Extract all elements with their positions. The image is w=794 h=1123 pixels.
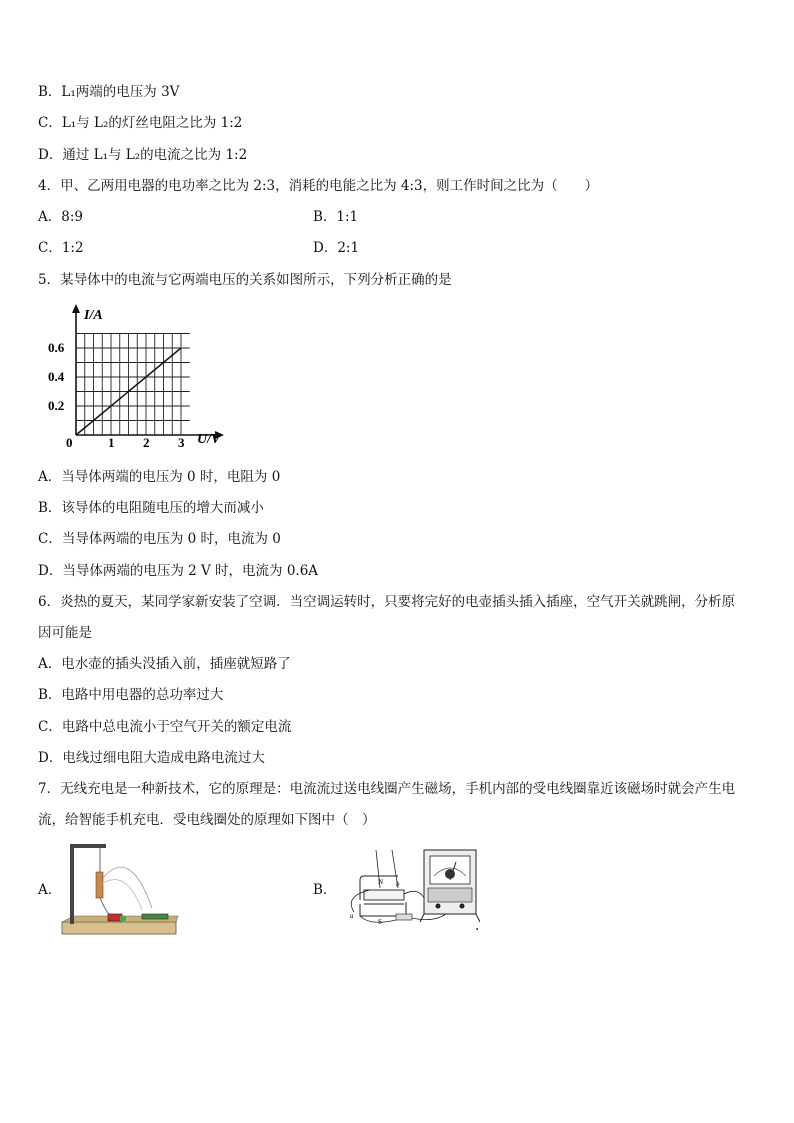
y-axis-label: I/A <box>84 308 103 323</box>
q5-option-c: C．当导体两端的电压为 0 时，电流为 0 <box>38 531 281 547</box>
q7-option-b-label: B． <box>313 882 337 898</box>
point-b-label: b <box>396 880 400 888</box>
q6-stem-line1: 6．炎热的夏天，某同学家新安装了空调．当空调运转时，只要将完好的电壶插头插入插座，空气开关就跳闸，分析原 <box>38 594 736 610</box>
q6-option-d: D．电线过细电阻大造成电路电流过大 <box>38 750 265 766</box>
q7-stem-line1: 7．无线充电是一种新技术，它的原理是：电流流过送电线圈产生磁场，手机内部的受电线圈靠近该磁场时就会产生电 <box>38 781 736 797</box>
q4-option-c: C．1:2 <box>38 240 84 256</box>
q6-option-c: C．电路中总电流小于空气开关的额定电流 <box>38 719 292 735</box>
x-tick-label: 3 <box>178 435 185 450</box>
x-axis-label: U/V <box>197 432 221 447</box>
q6-stem-line2: 因可能是 <box>38 625 92 641</box>
q4-stem: 4．甲、乙两用电器的电功率之比为 2:3，消耗的电能之比为 4:3，则工作时间之比为（ ） <box>38 178 599 194</box>
y-tick-label: 0.2 <box>48 398 65 413</box>
point-a-label: a <box>350 912 354 920</box>
q5-option-d: D．当导体两端的电压为 2 V 时，电流为 0.6A <box>38 563 319 579</box>
q6-option-a: A．电水壶的插头没插入前，插座就短路了 <box>38 656 291 672</box>
x-tick-label: 2 <box>143 435 150 450</box>
graph-grid <box>76 334 190 436</box>
magnet-s-label: S <box>378 918 382 926</box>
magnet-n-label: N <box>378 878 384 886</box>
y-tick-label: 0.6 <box>48 340 65 355</box>
x-tick-label: 0 <box>66 435 73 450</box>
q5-stem: 5．某导体中的电流与它两端电压的关系如图所示，下列分析正确的是 <box>38 272 452 288</box>
q7-figure-a-stand-apparatus <box>60 838 180 938</box>
q7-option-a-label: A． <box>38 882 62 898</box>
q4-option-b: B．1:1 <box>313 209 359 225</box>
q3-option-c: C．L₁与 L₂的灯丝电阻之比为 1:2 <box>38 115 243 131</box>
x-tick-label: 1 <box>108 435 115 450</box>
q3-option-d: D．通过 L₁与 L₂的电流之比为 1:2 <box>38 147 248 163</box>
q7-figure-b-galvanometer-circuit <box>340 846 480 928</box>
q4-option-a: A．8:9 <box>38 209 83 225</box>
y-tick-label: 0.4 <box>48 369 65 384</box>
q5-option-b: B．该导体的电阻随电压的增大而减小 <box>38 500 264 516</box>
q5-option-a: A．当导体两端的电压为 0 时，电阻为 0 <box>38 469 281 485</box>
q6-option-b: B．电路中用电器的总功率过大 <box>38 687 224 703</box>
iu-graph <box>44 304 229 450</box>
q3-option-b: B．L₁两端的电压为 3V <box>38 84 180 100</box>
q4-option-d: D．2:1 <box>313 240 360 256</box>
q7-stem-line2: 流，给智能手机充电．受电线圈处的原理如下图中（ ） <box>38 812 376 828</box>
q7-trailing-dot: . <box>475 918 480 934</box>
